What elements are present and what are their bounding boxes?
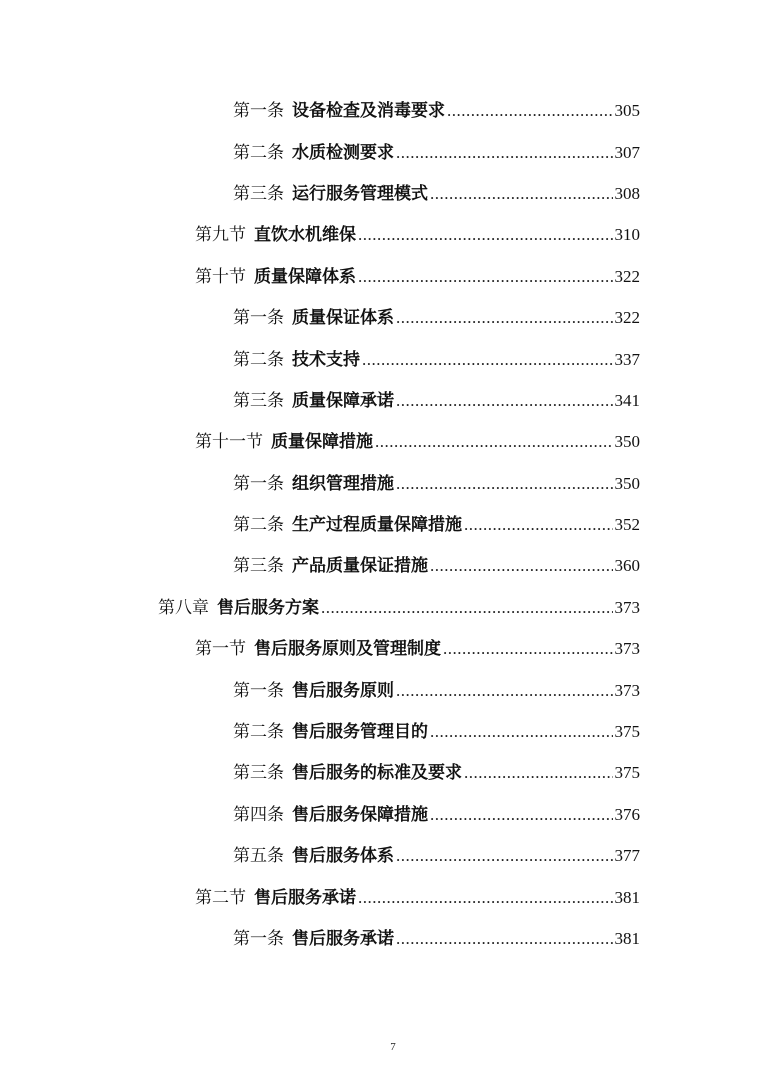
toc-entry-title: 直饮水机维保 [254, 225, 356, 246]
dot-leader [396, 474, 613, 494]
dot-leader [396, 929, 613, 949]
toc-entry-number: 第二条 [233, 722, 284, 743]
toc-entry-number: 第三条 [233, 390, 284, 411]
dot-leader [396, 391, 613, 411]
dot-leader [430, 556, 613, 576]
toc-entry[interactable] [0, 585, 761, 626]
toc-entry-page: 350 [614, 473, 640, 493]
dot-leader [443, 639, 613, 659]
dot-leader [321, 598, 613, 618]
toc-entry-number: 第三条 [233, 556, 284, 577]
toc-entry-number: 第十节 [195, 266, 246, 287]
toc-entry[interactable] [0, 129, 761, 170]
toc-entry-number: 第五条 [233, 846, 284, 867]
toc-entry-title: 组织管理措施 [292, 473, 394, 494]
toc-entry-page: 373 [614, 680, 640, 700]
toc-entry-page: 305 [614, 101, 640, 121]
dot-leader [358, 888, 613, 908]
toc-entry-title: 售后服务承诺 [254, 887, 356, 908]
toc-entry-page: 307 [614, 142, 640, 162]
toc-entry-title: 水质检测要求 [292, 142, 394, 163]
toc-entry-number: 第二节 [195, 887, 246, 908]
dot-leader [430, 805, 613, 825]
toc-entry-number: 第一条 [233, 308, 284, 329]
toc-entry-title: 售后服务体系 [292, 846, 394, 867]
toc-entry-number: 第一节 [195, 639, 246, 660]
toc-entry[interactable] [0, 88, 761, 129]
toc-entry-title: 售后服务管理目的 [292, 722, 428, 743]
dot-leader [375, 432, 613, 452]
toc-entry-title: 技术支持 [292, 349, 360, 370]
dot-leader [464, 515, 613, 535]
toc-entry[interactable] [0, 212, 761, 253]
toc-entry[interactable] [0, 171, 761, 212]
dot-leader [362, 350, 613, 370]
toc-entry-title: 质量保证体系 [292, 308, 394, 329]
toc-entry-number: 第一条 [233, 929, 284, 949]
toc-entry[interactable] [0, 295, 761, 336]
toc-entry[interactable] [0, 916, 761, 957]
toc-entry[interactable] [0, 792, 761, 833]
toc-entry[interactable] [0, 543, 761, 584]
toc-entry-number: 第四条 [233, 804, 284, 825]
toc-entry-title: 售后服务原则 [292, 680, 394, 701]
toc-entry-page: 373 [614, 597, 640, 617]
toc-entry-page: 341 [614, 390, 640, 410]
toc-entry-number: 第三条 [233, 183, 284, 204]
toc-entry-number: 第八章 [158, 597, 209, 618]
toc-entry-title: 售后服务方案 [217, 597, 319, 618]
toc-entry-number: 第一条 [233, 473, 284, 494]
toc-entry-title: 售后服务保障措施 [292, 804, 428, 825]
toc-entry-title: 质量保障承诺 [292, 390, 394, 411]
toc-entry-number: 第一条 [233, 680, 284, 701]
toc-entry-page: 308 [614, 183, 640, 203]
dot-leader [358, 225, 613, 245]
toc-entry-number: 第三条 [233, 763, 284, 784]
toc-entry-title: 质量保障措施 [271, 432, 373, 453]
dot-leader [358, 267, 613, 287]
toc-entry-title: 售后服务的标准及要求 [292, 763, 462, 784]
dot-leader [464, 763, 613, 783]
toc-entry[interactable] [0, 709, 761, 750]
dot-leader [396, 143, 613, 163]
toc-entry-number: 第二条 [233, 349, 284, 370]
toc-entry[interactable] [0, 874, 761, 915]
toc-entry[interactable] [0, 502, 761, 543]
toc-entry-page: 322 [614, 308, 640, 328]
toc-entry-page: 375 [614, 722, 640, 742]
toc-entry[interactable] [0, 667, 761, 708]
dot-leader [447, 101, 613, 121]
dot-leader [430, 722, 613, 742]
toc-entry-number: 第一条 [233, 101, 284, 122]
toc-entry[interactable] [0, 419, 761, 460]
toc-entry-page: 377 [614, 846, 640, 866]
toc-entry-title: 设备检查及消毒要求 [292, 101, 445, 122]
toc-entry-title: 质量保障体系 [254, 266, 356, 287]
toc-entry[interactable] [0, 626, 761, 667]
toc-entry-title: 生产过程质量保障措施 [292, 515, 462, 536]
dot-leader [396, 846, 613, 866]
toc-entry-number: 第二条 [233, 515, 284, 536]
dot-leader [396, 681, 613, 701]
toc-entry-title: 售后服务承诺 [292, 929, 394, 949]
toc-entry[interactable] [0, 461, 761, 502]
toc-entry-page: 381 [614, 929, 640, 948]
toc-entry-title: 售后服务原则及管理制度 [254, 639, 441, 660]
toc-entry-title: 产品质量保证措施 [292, 556, 428, 577]
toc-entry-number: 第九节 [195, 225, 246, 246]
table-of-contents [0, 88, 761, 957]
toc-entry-number: 第十一节 [195, 432, 263, 453]
toc-entry-page: 337 [614, 349, 640, 369]
toc-entry[interactable] [0, 750, 761, 791]
toc-entry-page: 375 [614, 763, 640, 783]
dot-leader [430, 184, 613, 204]
toc-entry-number: 第二条 [233, 142, 284, 163]
toc-entry[interactable] [0, 336, 761, 377]
toc-entry-page: 381 [614, 887, 640, 907]
toc-entry-page: 322 [614, 266, 640, 286]
toc-entry-page: 352 [614, 515, 640, 535]
toc-entry[interactable] [0, 378, 761, 419]
toc-entry-page: 376 [614, 804, 640, 824]
toc-entry[interactable] [0, 254, 761, 295]
toc-entry-page: 373 [614, 639, 640, 659]
toc-entry-page: 360 [614, 556, 640, 576]
toc-entry-page: 310 [614, 225, 640, 245]
dot-leader [396, 308, 613, 328]
toc-entry-title: 运行服务管理模式 [292, 183, 428, 204]
toc-entry[interactable] [0, 833, 761, 874]
toc-entry-page: 350 [614, 432, 640, 452]
page-number: 7 [390, 1041, 396, 1053]
